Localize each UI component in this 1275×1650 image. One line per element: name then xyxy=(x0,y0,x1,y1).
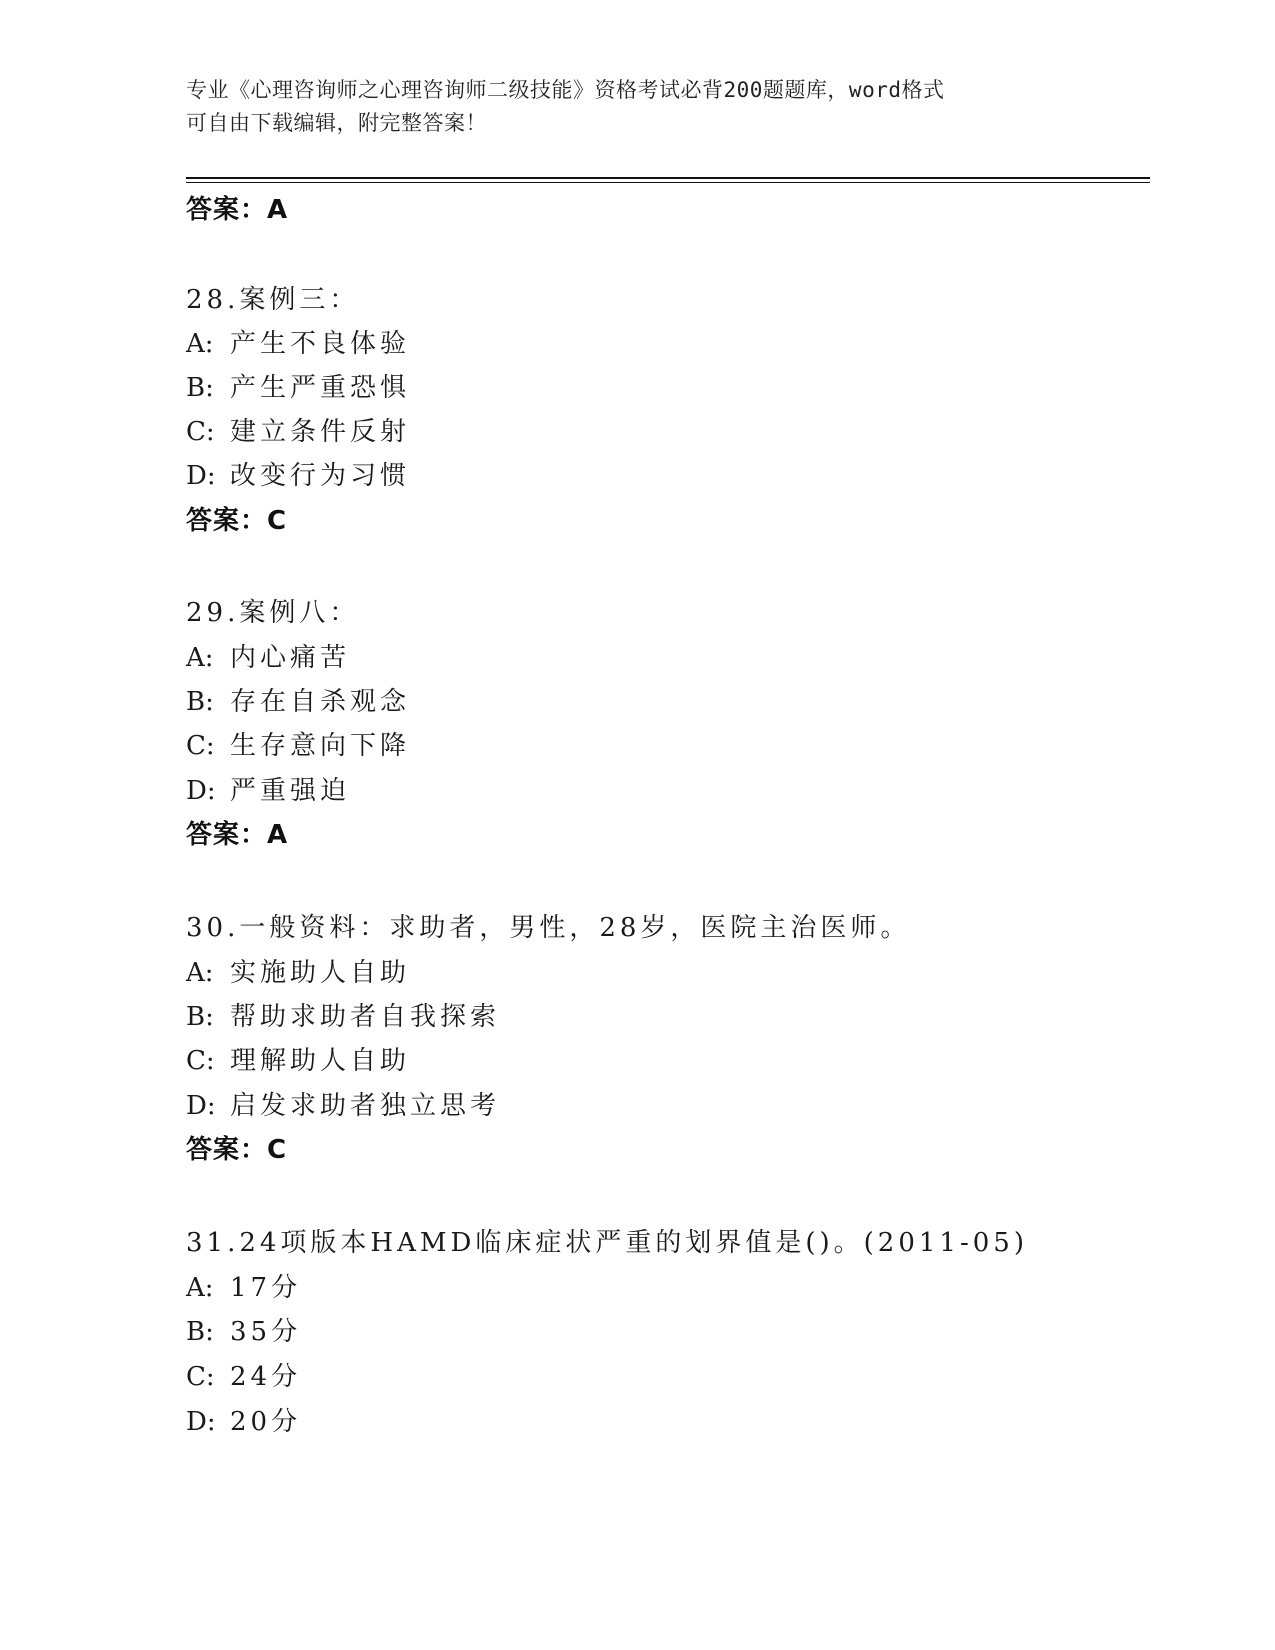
option-letter: B: xyxy=(186,1002,214,1032)
option-text: 建立条件反射 xyxy=(230,417,411,447)
header-line-2: 可自由下载编辑，附完整答案！ xyxy=(186,111,487,135)
answer-line: 答案：C xyxy=(186,506,288,536)
option-letter: A: xyxy=(186,1273,214,1303)
option-a xyxy=(186,643,350,673)
question-title-31: 31.24项版本HAMD临床症状严重的划界值是()。(2011-05) xyxy=(186,1228,1028,1258)
option-d xyxy=(186,1407,301,1437)
option-c xyxy=(186,1362,301,1392)
option-letter: C: xyxy=(186,1362,215,1392)
option-letter: B: xyxy=(186,687,214,717)
answer-line: 答案：C xyxy=(186,1135,288,1165)
option-text: 实施助人自助 xyxy=(230,958,411,988)
option-letter: B: xyxy=(186,373,214,403)
option-letter: B: xyxy=(186,1317,214,1347)
option-text: 存在自杀观念 xyxy=(230,687,411,717)
option-text: 帮助求助者自我探索 xyxy=(230,1002,501,1032)
option-text: 产生严重恐惧 xyxy=(230,373,411,403)
option-a xyxy=(186,1273,301,1303)
option-text: 35分 xyxy=(230,1317,302,1347)
answer-line: 答案：A xyxy=(186,820,289,850)
option-d xyxy=(186,1091,500,1121)
option-letter: C: xyxy=(186,731,215,761)
option-letter: C: xyxy=(186,1046,215,1076)
option-d xyxy=(186,461,410,491)
answer-line: 答案：A xyxy=(186,195,289,225)
option-d xyxy=(186,776,350,806)
header-line-1: 专业《心理咨询师之心理咨询师二级技能》资格考试必背200题题库，word格式 xyxy=(186,78,945,102)
option-letter: D: xyxy=(186,1407,216,1437)
option-b xyxy=(186,687,410,717)
option-text: 理解助人自助 xyxy=(230,1046,411,1076)
option-a xyxy=(186,329,410,359)
option-text: 内心痛苦 xyxy=(230,643,351,673)
question-title-28: 28.案例三： xyxy=(186,285,360,315)
option-b xyxy=(186,1002,500,1032)
option-letter: D: xyxy=(186,461,216,491)
option-letter: D: xyxy=(186,1091,216,1121)
option-text: 产生不良体验 xyxy=(230,329,411,359)
option-text: 严重强迫 xyxy=(230,776,351,806)
option-text: 17分 xyxy=(230,1273,302,1303)
option-letter: C: xyxy=(186,417,215,447)
option-letter: A: xyxy=(186,329,214,359)
option-letter: A: xyxy=(186,643,214,673)
header-rule-thin xyxy=(186,182,1150,183)
option-text: 启发求助者独立思考 xyxy=(230,1091,501,1121)
option-a xyxy=(186,958,410,988)
option-letter: D: xyxy=(186,776,216,806)
question-title-29: 29.案例八： xyxy=(186,598,360,628)
header-rule-thick xyxy=(186,177,1150,179)
question-title-30: 30.一般资料：求助者，男性，28岁，医院主治医师。 xyxy=(186,913,911,943)
option-text: 24分 xyxy=(230,1362,302,1392)
option-b xyxy=(186,373,410,403)
option-b xyxy=(186,1317,301,1347)
option-text: 改变行为习惯 xyxy=(230,461,411,491)
option-text: 生存意向下降 xyxy=(230,731,411,761)
option-text: 20分 xyxy=(230,1407,302,1437)
document-header xyxy=(186,74,1066,140)
option-c xyxy=(186,1046,410,1076)
option-c xyxy=(186,417,410,447)
option-letter: A: xyxy=(186,958,214,988)
option-c xyxy=(186,731,410,761)
